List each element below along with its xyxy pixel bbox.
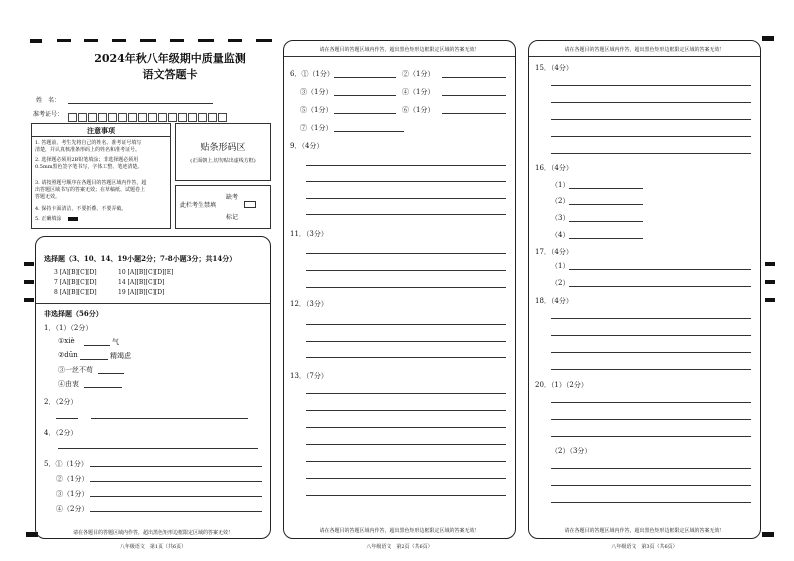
answer-line[interactable] [306,181,506,182]
absent-label: 缺考 [226,194,239,201]
answer-line[interactable] [551,402,751,403]
answer-line[interactable] [306,214,506,215]
answer-line[interactable] [551,85,751,86]
id-cell[interactable] [188,113,197,122]
registration-mark [256,39,272,42]
fill-sample [68,217,78,221]
q1-item: 精竭虑 [110,352,131,360]
nonchoice-title: 非选择题（56分） [44,309,103,318]
registration-mark [24,280,34,284]
answer-line[interactable] [569,221,643,222]
q1-item: ④由衷 [58,380,79,388]
barcode-area [175,123,271,181]
top-warning: 请在各题目的答题区域内作答，超出黑色矩形边框限定区域的答案无效！ [319,47,480,53]
absent-box [175,185,271,229]
q6-item: ②（1分） [402,70,435,78]
registration-mark [140,39,156,42]
q2-label: 2．（2分） [44,398,78,406]
footer-warning: 请在各题目的答题区域内作答，超出黑色矩形边框限定区域的答案无效！ [319,528,480,534]
absent-checkbox[interactable] [244,201,256,208]
q6-item: ③（1分） [300,88,333,96]
id-cell[interactable] [108,113,117,122]
answer-panel-page3 [528,40,761,539]
id-cell[interactable] [118,113,127,122]
answer-line[interactable] [306,410,506,411]
notice-line: 出答题区域书写的答案无效；在草稿纸、试题卷上 [35,187,146,193]
answer-line[interactable] [306,427,506,428]
notice-line: 1. 答题前，考生先将自己的姓名、准考证号填写 [35,140,142,146]
id-cell[interactable] [148,113,157,122]
page-number: 八年级语文 第2页（共6页） [366,544,433,550]
answer-line[interactable] [551,318,751,319]
answer-line[interactable] [80,359,108,360]
answer-panel-page1 [35,236,271,539]
choice-row[interactable]: 7 [A][B][C][D] [54,279,97,286]
answer-line[interactable] [58,448,258,449]
id-cell[interactable] [78,113,87,122]
id-cell[interactable] [178,113,187,122]
answer-line[interactable] [306,253,506,254]
top-warning: 请在各题目的答题区域内作答，超出黑色矩形边框限定区域的答案无效！ [564,47,725,53]
q16-item: （1） [551,181,570,189]
q20-label: 20．（1）（2分） [535,381,588,389]
answer-line[interactable] [442,95,506,96]
registration-mark [198,39,214,42]
registration-mark [112,39,126,42]
notice-line: 清楚，并认真核准条形码上的姓名和准考证号。 [35,147,141,153]
page-number: 八年级语文 第3页（共6页） [611,544,678,550]
registration-mark [84,39,98,42]
answer-line[interactable] [551,352,751,353]
id-cell[interactable] [208,113,217,122]
footer-warning: 请在各题目的答题区域内作答，超出黑色矩形边框限定区域的答案无效！ [72,530,233,536]
q17-item: （2） [551,279,570,287]
q5-label: 5．①（1分） [44,460,88,468]
q16-item: （3） [551,214,570,222]
id-cell[interactable] [128,113,137,122]
q6-item: ④（1分） [402,88,435,96]
answer-line[interactable] [306,198,506,199]
registration-mark [762,36,774,41]
q16-label: 16．（4分） [535,164,573,172]
answer-line[interactable] [90,511,262,512]
answer-line[interactable] [90,481,262,482]
answer-line[interactable] [334,95,396,96]
choice-row[interactable]: 3 [A][B][C][D] [54,269,97,276]
id-cell[interactable] [158,113,167,122]
answer-line[interactable] [551,369,751,370]
answer-line[interactable] [551,102,751,103]
answer-line[interactable] [306,495,506,496]
answer-line[interactable] [306,478,506,479]
answer-line[interactable] [91,418,248,419]
id-cell[interactable] [88,113,97,122]
q1-label: 1．（1）（2分） [44,324,93,332]
answer-line[interactable] [98,373,124,374]
answer-line[interactable] [551,335,751,336]
registration-mark [762,532,774,537]
q20b-label: （2）（3分） [551,447,592,455]
answer-line[interactable] [306,165,506,166]
page-number: 八年级语文 第1页（共6页） [119,544,187,550]
notice-line: 0.5mm黑色签字笔书写，字体工整、笔迹清楚。 [35,164,143,170]
answer-line[interactable] [551,136,751,137]
answer-line[interactable] [551,119,751,120]
id-cell[interactable] [198,113,207,122]
answer-line[interactable] [334,113,396,114]
answer-line[interactable] [569,286,751,287]
id-cell[interactable] [68,113,77,122]
choice-row[interactable]: 19 [A][B][C][D] [118,289,165,296]
answer-line[interactable] [334,131,404,132]
answer-line[interactable] [569,188,643,189]
q12-label: 12．（3分） [290,300,328,308]
id-cell[interactable] [218,113,227,122]
answer-line[interactable] [306,341,506,342]
notice-title: 注意事项 [87,126,115,135]
answer-line[interactable] [569,269,751,270]
answer-line[interactable] [551,485,751,486]
q6-item: ⑤（1分） [300,106,333,114]
answer-line[interactable] [306,270,506,271]
q6-item: ⑥（1分） [402,106,435,114]
answer-line[interactable] [306,324,506,325]
name-label: 姓 名： [36,97,61,104]
page-subtitle: 语文答题卡 [142,68,198,81]
q5-item: ④（2分） [56,505,89,513]
answer-line[interactable] [551,436,751,437]
q18-label: 18．（4分） [535,297,573,305]
id-field[interactable] [68,107,243,118]
q5-item: ③（1分） [56,490,89,498]
q1-item: ①xiè [58,337,75,345]
answer-line[interactable] [442,77,506,78]
answer-line[interactable] [306,444,506,445]
answer-line[interactable] [442,113,506,114]
choice-row[interactable]: 8 [A][B][C][D] [54,289,97,296]
answer-line[interactable] [569,204,643,205]
id-cell[interactable] [98,113,107,122]
q17-item: （1） [551,262,570,270]
q5-item: ②（1分） [56,475,89,483]
registration-mark [765,262,775,266]
choice-row[interactable]: 10 [A][B][C][D][E] [118,269,174,276]
answer-line[interactable] [90,496,262,497]
absent-note: 此栏考生禁填 [180,202,217,209]
registration-mark [170,39,184,42]
q15-label: 15．（4分） [535,64,573,72]
q9-label: 9．（4分） [290,142,324,150]
registration-mark [30,39,42,43]
id-cell[interactable] [138,113,147,122]
q1-item: 气 [112,338,119,346]
absent-mark-label: 标记 [226,214,239,221]
q16-item: （2） [551,197,570,205]
registration-mark [24,298,34,302]
answer-line[interactable] [569,238,643,239]
answer-line[interactable] [306,287,506,288]
answer-line[interactable] [306,357,506,358]
q13-label: 13．（7分） [290,372,328,380]
q6-item: ⑦（1分） [300,124,333,132]
id-cell[interactable] [168,113,177,122]
id-label: 准考证号： [33,111,64,118]
q6-item: 6．①（1分） [290,70,334,78]
registration-mark [24,262,34,266]
answer-line[interactable] [551,468,751,469]
q1-item: ②dūn [58,351,78,359]
notice-line: 4. 保持卡面清洁，不要折叠、不要弄破。 [35,206,127,212]
answer-panel-page2 [283,40,516,539]
notice-line: 答题无效。 [35,194,61,200]
answer-line[interactable] [334,77,396,78]
page-title: 2024年秋八年级期中质量监测 [94,52,246,65]
answer-line[interactable] [306,461,506,462]
answer-line[interactable] [84,387,122,388]
registration-mark [765,280,775,284]
answer-line[interactable] [306,393,506,394]
q16-item: （4） [551,231,570,239]
footer-warning: 请在各题目的答题区域内作答，超出黑色矩形边框限定区域的答案无效！ [564,528,725,534]
registration-mark [765,298,775,302]
answer-line[interactable] [551,502,751,503]
choice-title: 选择题（3、10、14、19小题2分；7-8小题3分；共14分） [44,254,237,263]
q4-label: 4．（2分） [44,429,78,437]
barcode-note: (正面朝上,切勿贴出虚线方框) [190,158,256,164]
registration-mark [57,39,71,42]
name-field[interactable] [68,103,213,104]
choice-row[interactable]: 14 [A][B][C][D] [118,279,165,286]
q11-label: 11．（3分） [290,230,328,238]
q1-item: ③一丝不苟 [58,366,93,374]
answer-line[interactable] [84,345,110,346]
notice-box [31,123,171,229]
notice-line: 2. 选择题必须用2B铅笔填涂；非选择题必须用 [35,157,139,163]
notice-line: 5. 正确填涂 [35,216,62,222]
barcode-title: 贴条形码区 [200,143,246,153]
answer-line[interactable] [551,153,751,154]
notice-line: 3. 请按照题号顺序在各题目的答题区域内作答，超 [35,180,147,186]
registration-mark [228,39,242,42]
answer-line[interactable] [56,418,78,419]
answer-line[interactable] [90,466,262,467]
answer-line[interactable] [551,419,751,420]
q17-label: 17．（4分） [535,248,573,256]
